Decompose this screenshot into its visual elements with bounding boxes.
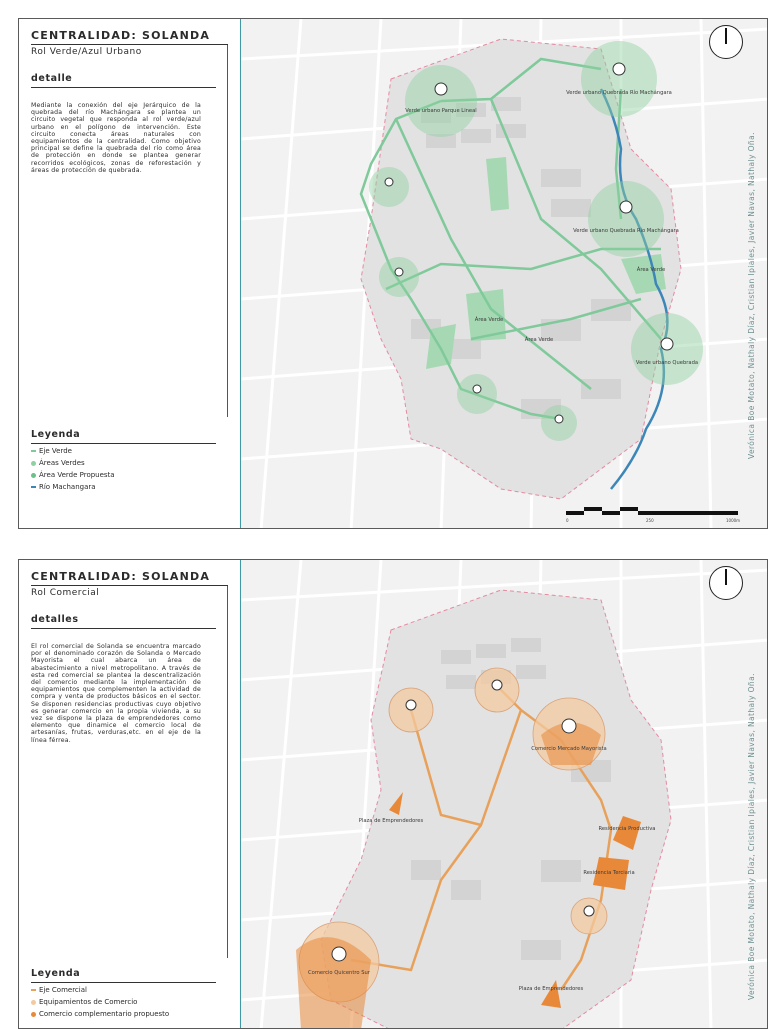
label-quicentro-sur: Comercio Quicentro Sur: [308, 970, 370, 976]
legend-item-rio-machangara: [31, 483, 96, 491]
legend-label: Río Machangara: [39, 483, 96, 491]
section-heading: detalles: [31, 614, 216, 629]
legend-label: Comercio complementario propuesto: [39, 1010, 170, 1018]
legend-item-areas-verdes: [31, 459, 85, 467]
dot-swatch-icon: [31, 1012, 36, 1017]
green-role-sheet: [18, 18, 768, 529]
legend-label: Eje Verde: [39, 447, 72, 455]
dot-swatch-icon: [31, 473, 36, 478]
pin-icon: [620, 201, 632, 213]
pin-icon: [613, 63, 625, 75]
north-arrow-icon: [709, 25, 743, 59]
node-small-2: [379, 257, 419, 297]
description-text: Mediante la conexión del eje Jerárquico de la quebrada del río Machángara se plantea un circuito vegetal que responda al rol verde/azul urbano en el polígono de intervención. Este circuito conecta áreas naturales con equipamientos de la centralidad. Como objetivo principal se define la quebrada del río como área de protección en donde se plantea generar recorridos ecológicos, zonas de reforestación y áreas de protección de quebrada.: [31, 102, 201, 174]
line-swatch-icon: [31, 486, 36, 488]
credits-text: Verónica Boe Motato, Nathaly Díaz, Cristian Ipiales, Javier Navas, Nathaly Oña.: [747, 132, 756, 459]
legend-item-eje-comercial: [31, 986, 87, 994]
scale-bar: [566, 507, 741, 525]
info-panel: [19, 560, 240, 1028]
pin-icon: [584, 906, 594, 916]
label-rio-machangara-top: Verde urbano Quebrada Río Machángara: [566, 90, 672, 96]
label-area-verde-2: Área Verde: [474, 317, 504, 323]
label-rio-machangara-mid: Verde urbano Quebrada Río Machángara: [573, 228, 679, 234]
legend-item-comercio-complementario: [31, 1010, 169, 1018]
sheet-title: CENTRALIDAD: SOLANDA: [31, 29, 228, 45]
dot-swatch-icon: [31, 461, 36, 466]
description-text: El rol comercial de Solanda se encuentra marcado por el denominado corazón de Solanda o Mercado Mayorista el cual abarca un área de abastecimiento a nivel metropolitano. A través de esta red comercial se plantea la descentralización del comercio mediante la implementación de equipamientos que complementen la actividad de compra y venta de productos básicos en el sector. Se disponen residencias productivas cuyo objetivo es generar comercio en la propia vivienda, a su vez se dispone la plaza de emprendedores como elemento que dinamice el comercio local de artesanías, frutas, verduras,etc. en el eje de la línea férrea.: [31, 643, 201, 744]
pin-icon: [555, 415, 563, 423]
scale-label-1000: 1000m: [726, 518, 741, 523]
label-residencia-productiva: Residencia Productiva: [598, 826, 656, 832]
section-heading: detalle: [31, 73, 216, 88]
node-rio-machangara-top: [581, 41, 657, 117]
label-area-verde-1: Área Verde: [636, 267, 666, 273]
credits-text: Verónica Boe Motato, Nathaly Díaz, Cristian Ipiales, Javier Navas, Nathaly Oña.: [747, 673, 756, 1000]
green-map[interactable]: [241, 19, 767, 528]
commercial-role-sheet: [18, 559, 768, 1029]
legend-label: Equipamientos de Comercio: [39, 998, 138, 1006]
pin-icon: [435, 83, 447, 95]
label-plaza-emprendedores-2: Plaza de Emprendedores: [518, 986, 584, 992]
sheet-subtitle: Rol Verde/Azul Urbano: [31, 47, 142, 57]
pin-icon: [492, 680, 502, 690]
panel-rule: [227, 45, 228, 417]
sheet-subtitle: Rol Comercial: [31, 588, 100, 598]
pin-icon: [562, 719, 576, 733]
scale-label-250: 250: [646, 518, 654, 523]
label-parque-lineal: Verde urbano Parque Lineal: [405, 108, 477, 114]
pin-icon: [395, 268, 403, 276]
pin-icon: [661, 338, 673, 350]
legend-item-area-verde-propuesta: [31, 471, 115, 479]
green-map-canvas: [241, 19, 767, 528]
node-small-1: [369, 167, 409, 207]
node-small-3: [457, 374, 497, 414]
legend-label: Área Verde Propuesta: [39, 471, 115, 479]
legend-title: Leyenda: [31, 429, 216, 444]
legend-label: Áreas Verdes: [39, 459, 85, 467]
label-area-verde-3: Área Verde: [524, 337, 554, 343]
pin-icon: [385, 178, 393, 186]
node-rio-machangara-mid: [588, 181, 664, 257]
pin-icon: [332, 947, 346, 961]
pin-icon: [473, 385, 481, 393]
pin-icon: [406, 700, 416, 710]
line-swatch-icon: [31, 450, 36, 452]
legend-label: Eje Comercial: [39, 986, 87, 994]
dot-swatch-icon: [31, 1000, 36, 1005]
legend-item-equipamientos: [31, 998, 137, 1006]
commercial-map[interactable]: [241, 560, 767, 1028]
sheet-title: CENTRALIDAD: SOLANDA: [31, 570, 228, 586]
info-panel: [19, 19, 240, 528]
legend-item-eje-verde: [31, 447, 72, 455]
label-plaza-emprendedores-1: Plaza de Emprendedores: [358, 818, 424, 824]
node-parque-lineal: [405, 65, 477, 137]
panel-rule: [227, 586, 228, 958]
scale-label-0: 0: [566, 518, 569, 523]
label-residencia-terciaria: Residencia Terciaria: [583, 870, 635, 876]
line-swatch-icon: [31, 989, 36, 991]
commercial-map-canvas: [241, 560, 767, 1028]
north-arrow-icon: [709, 566, 743, 600]
label-mercado-mayorista: Comercio Mercado Mayorista: [531, 746, 607, 752]
legend-title: Leyenda: [31, 968, 216, 983]
label-verde-quebrada: Verde urbano Quebrada: [635, 360, 699, 366]
